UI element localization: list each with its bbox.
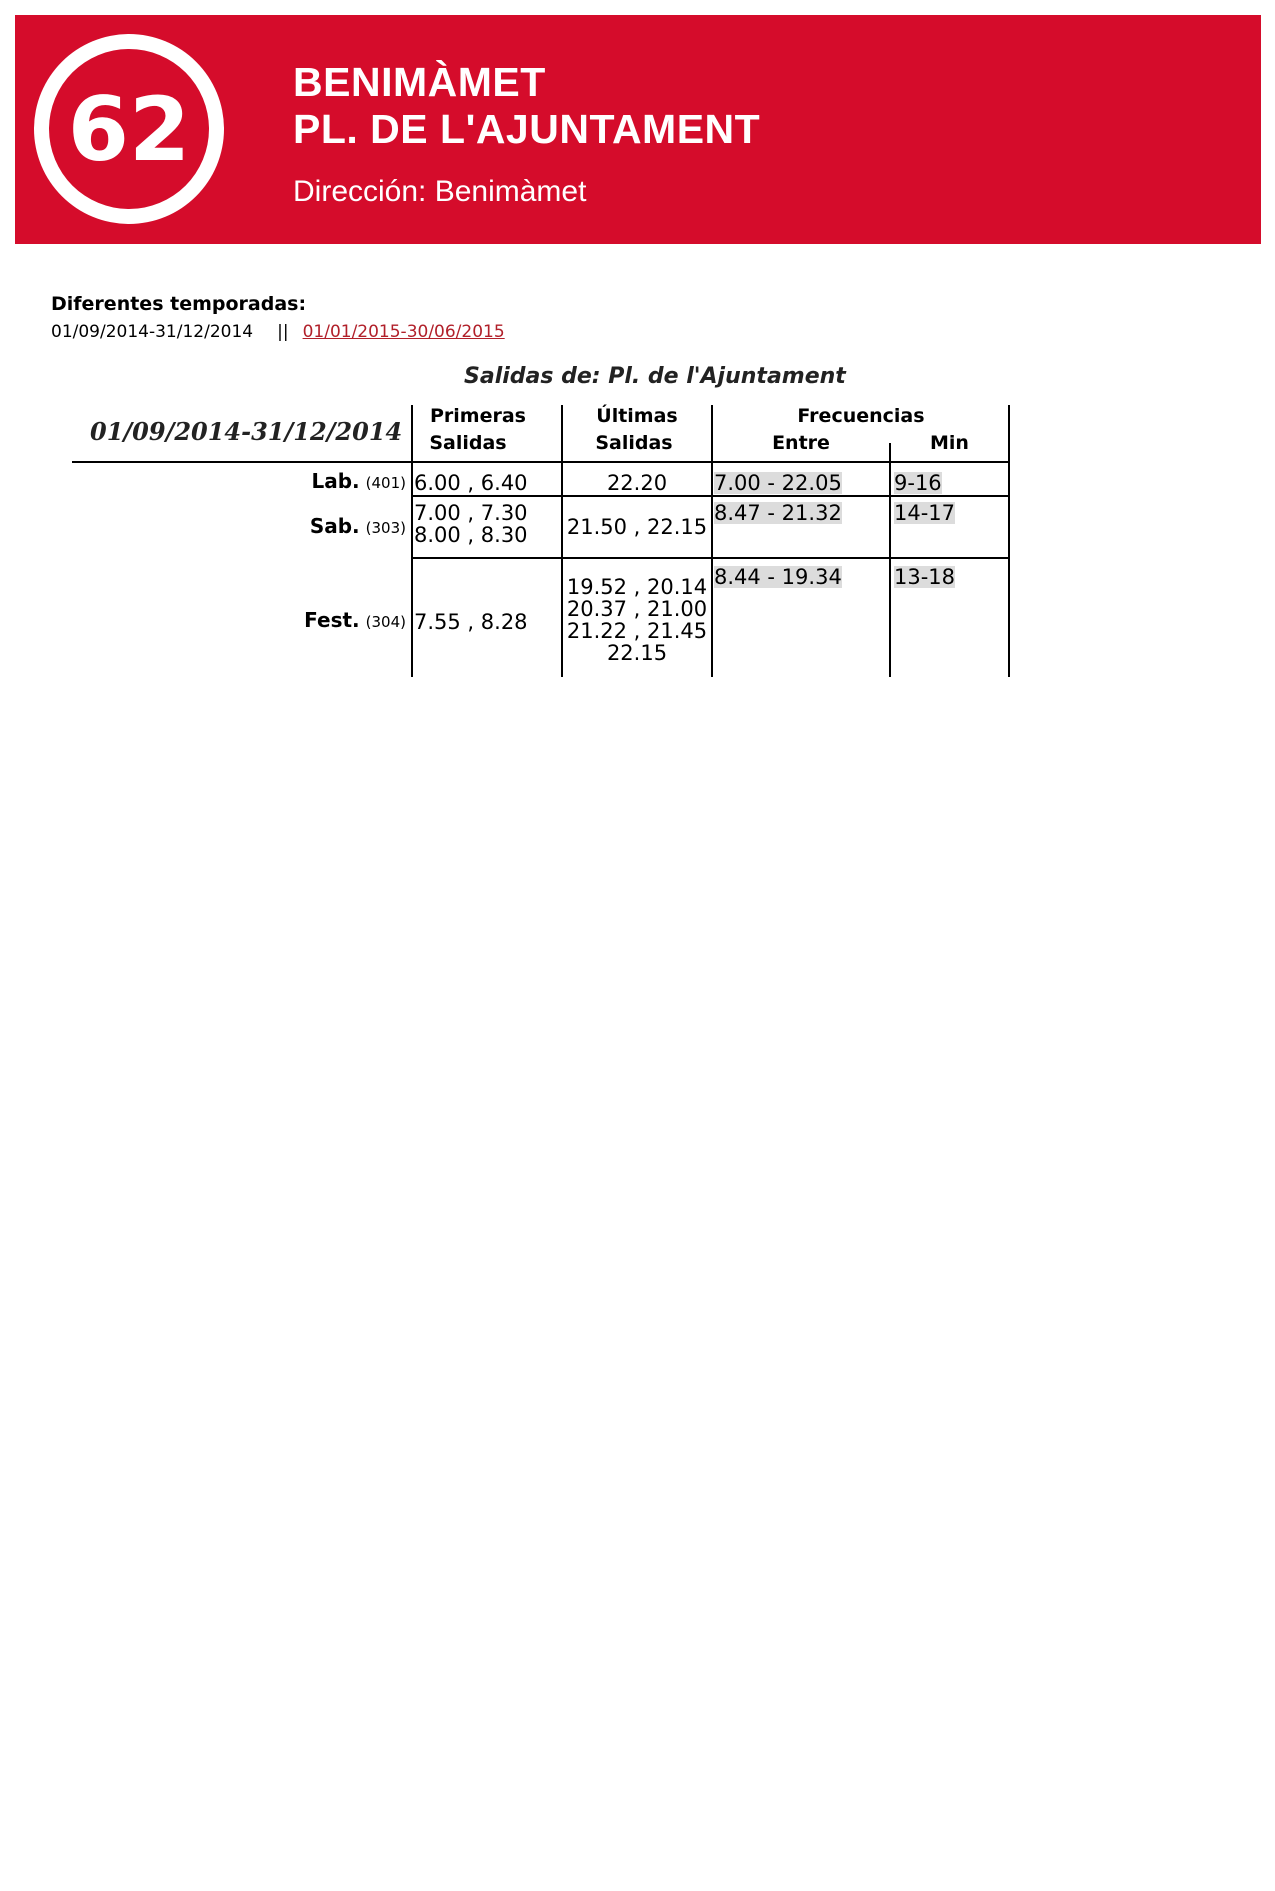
grid-line	[411, 557, 1010, 559]
header-frequencies: Frecuencias	[797, 405, 925, 427]
stop-name-line2: PL. DE L'AJUNTAMENT	[293, 106, 761, 152]
last-departures-weekday: 22.20	[606, 471, 668, 495]
grid-line	[411, 495, 1010, 497]
header-last-2: Salidas	[595, 432, 673, 454]
header-first-2: Salidas	[429, 432, 507, 454]
frequency-min-saturday: 14-17	[894, 501, 956, 525]
route-header	[15, 15, 1261, 244]
grid-line	[1008, 405, 1010, 677]
day-type-weekday: Lab. (401)	[311, 469, 406, 493]
period-label: 01/09/2014-31/12/2014	[90, 417, 403, 446]
frequency-min-weekday: 9-16	[894, 471, 942, 495]
current-season: 01/09/2014-31/12/2014	[51, 322, 254, 342]
direction-label: Dirección: Benimàmet	[293, 175, 587, 208]
first-departures-holiday: 7.55 , 8.28	[414, 610, 528, 634]
frequency-between-saturday: 8.47 - 21.32	[714, 501, 842, 525]
frequency-min-holiday: 13-18	[894, 565, 956, 589]
header-text	[293, 59, 760, 209]
other-season-link[interactable]: 01/01/2015-30/06/2015	[302, 322, 505, 342]
line-number-badge	[34, 34, 224, 224]
schedule-table	[72, 405, 1010, 677]
header-last-departures	[563, 403, 711, 457]
schedule-title: Salidas de: Pl. de l'Ajuntament	[464, 364, 846, 389]
first-departures-saturday: 7.00 , 7.30 8.00 , 8.30	[414, 501, 528, 547]
first-departures-weekday: 6.00 , 6.40	[414, 471, 528, 495]
grid-line	[889, 443, 891, 677]
day-type-saturday: Sab. (303)	[309, 514, 406, 538]
header-first-departures	[413, 403, 543, 457]
line-number: 62	[67, 78, 191, 181]
seasons-label: Diferentes temporadas:	[51, 293, 307, 315]
grid-line	[72, 461, 1010, 463]
header-min: Min	[930, 432, 969, 454]
frequency-between-holiday: 8.44 - 19.34	[714, 565, 842, 589]
stop-name-line1: BENIMÀMET	[293, 59, 546, 105]
last-departures-holiday: 19.52 , 20.14 20.37 , 21.00 21.22 , 21.45 22.15	[566, 575, 708, 665]
seasons-section	[51, 292, 505, 344]
seasons-row	[51, 320, 505, 344]
season-separator: ||	[277, 322, 289, 342]
last-departures-saturday: 21.50 , 22.15	[566, 515, 708, 539]
day-type-holiday: Fest. (304)	[304, 608, 406, 632]
header-first-1: Primeras	[430, 405, 526, 427]
header-between: Entre	[772, 432, 830, 454]
frequency-between-weekday: 7.00 - 22.05	[714, 471, 842, 495]
header-last-1: Últimas	[596, 405, 678, 427]
